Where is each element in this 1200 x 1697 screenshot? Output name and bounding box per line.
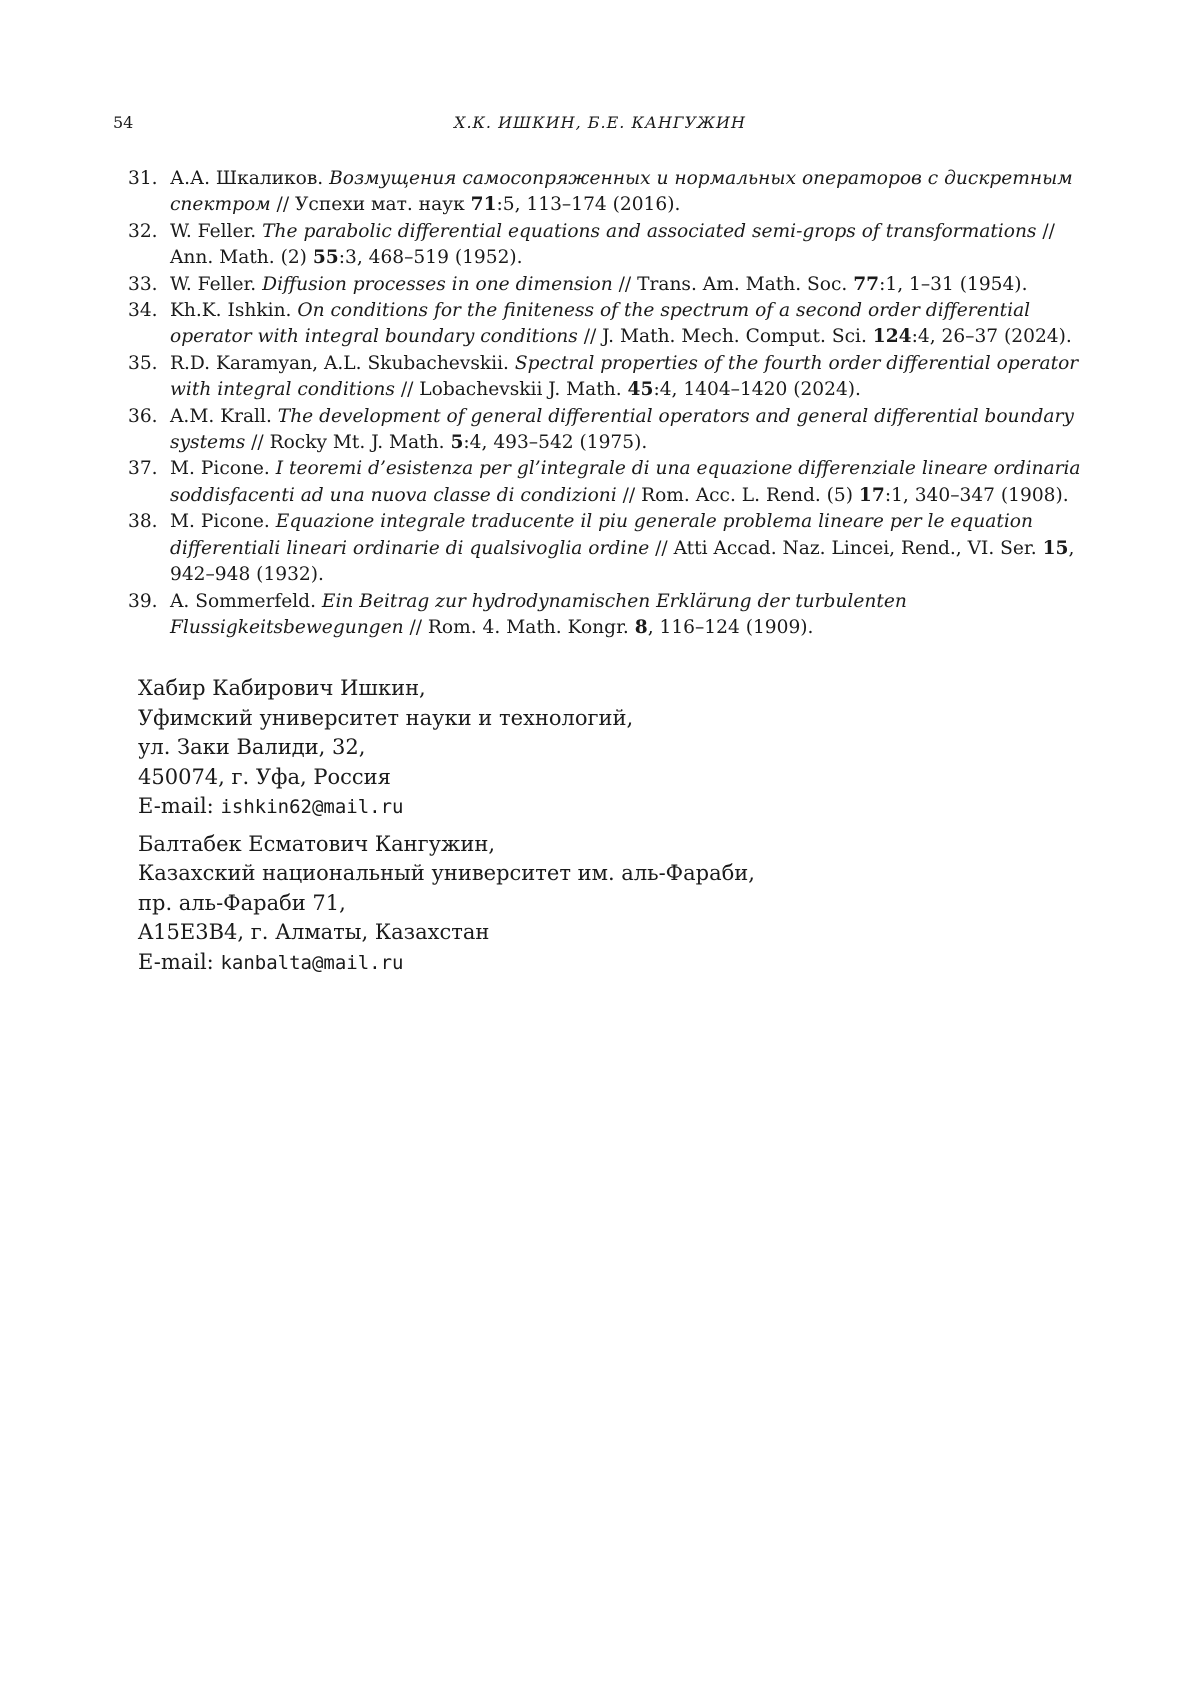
reference-source: // Lobachevskii J. Math. xyxy=(394,379,628,401)
reference-volume: 45 xyxy=(627,379,654,401)
reference-source: // Rom. 4. Math. Kongr. xyxy=(403,616,635,638)
reference-title: I teoremi d’esistenza per gl’integrale di una equazione differenziale lineare ordinaria soddisfacenti ad una nuova classe di condizioni xyxy=(170,458,1081,506)
author-name: Хабир Кабирович Ишкин, xyxy=(138,676,426,700)
author-city: 450074, г. Уфа, Россия xyxy=(138,764,391,789)
reference-authors: А.А. Шкаликов. xyxy=(170,168,324,189)
reference-item xyxy=(128,272,1088,298)
reference-source: // J. Math. Mech. Comput. Sci. xyxy=(577,326,873,348)
reference-pages: :4, 26–37 (2024). xyxy=(911,326,1072,348)
reference-volume: 77 xyxy=(853,273,880,295)
author-email-line xyxy=(138,792,755,823)
email-link[interactable]: kanbalta@mail.ru xyxy=(220,951,404,974)
reference-title: Diffusion processes in one dimension xyxy=(262,273,613,295)
reference-volume: 71 xyxy=(470,194,497,216)
reference-title: The parabolic differential equations and associated semi-grops of transformations xyxy=(262,220,1037,242)
reference-source: // Trans. Am. Math. Soc. xyxy=(612,273,854,295)
author-block xyxy=(138,830,755,979)
email-label: E-mail: xyxy=(138,794,221,818)
reference-pages: :1, 1–31 (1954). xyxy=(879,273,1028,295)
reference-pages: :4, 493–542 (1975). xyxy=(463,432,648,454)
reference-pages: :4, 1404–1420 (2024). xyxy=(653,379,861,401)
author-city: A15E3B4, г. Алматы, Казахстан xyxy=(138,920,490,944)
reference-title: Возмущения самосопряженных и нормальных операторов с дискретным спектром xyxy=(170,168,1073,216)
reference-volume: 124 xyxy=(872,326,912,348)
reference-authors: R.D. Karamyan, A.L. Skubachevskii. xyxy=(170,352,509,374)
reference-volume: 5 xyxy=(450,432,464,454)
author-name: Балтабек Есматович Кангужин, xyxy=(138,831,495,856)
email-label: E-mail: xyxy=(138,949,221,974)
reference-number: 39. xyxy=(128,590,158,612)
reference-title: Equazione integrale traducente il piu generale problema lineare per le equation differentiali lineari ordinarie di qualsivoglia ordine xyxy=(170,511,1033,559)
reference-source: // Rom. Acc. L. Rend. (5) xyxy=(616,484,859,506)
reference-number: 33. xyxy=(128,273,158,295)
page-header xyxy=(113,113,1087,137)
reference-volume: 8 xyxy=(634,616,648,638)
author-email-line xyxy=(138,948,755,979)
email-link[interactable]: ishkin62@mail.ru xyxy=(220,796,404,818)
reference-item xyxy=(128,298,1088,351)
author-affiliation: Казахский национальный университет им. аль-Фараби, xyxy=(138,861,755,885)
reference-authors: M. Picone. xyxy=(170,511,270,533)
reference-authors: A.M. Krall. xyxy=(170,405,272,427)
author-street: пр. аль-Фараби 71, xyxy=(138,890,346,915)
reference-number: 35. xyxy=(128,352,158,374)
reference-pages: , 942–948 (1932). xyxy=(170,537,1075,586)
page-number: 54 xyxy=(113,113,134,132)
reference-authors: A. Sommerfeld. xyxy=(170,590,316,612)
reference-item xyxy=(128,404,1088,457)
reference-number: 36. xyxy=(128,405,158,427)
reference-number: 31. xyxy=(128,168,158,189)
reference-number: 38. xyxy=(128,511,158,533)
reference-authors: W. Feller. xyxy=(170,220,257,242)
reference-list xyxy=(128,166,1088,641)
reference-volume: 55 xyxy=(312,247,339,269)
reference-volume: 17 xyxy=(858,484,885,506)
reference-number: 37. xyxy=(128,458,158,480)
reference-item xyxy=(128,219,1088,272)
reference-source: // Rocky Mt. J. Math. xyxy=(245,432,451,454)
reference-title: Ein Beitrag zur hydrodynamischen Erklärung der turbulenten Flussigkeitsbewegungen xyxy=(170,590,907,638)
reference-authors: M. Picone. xyxy=(170,458,270,480)
reference-title: The development of general differential operators and general differential boundary systems xyxy=(170,405,1074,454)
reference-pages: :1, 340–347 (1908). xyxy=(884,484,1069,506)
reference-number: 32. xyxy=(128,220,158,242)
reference-volume: 15 xyxy=(1042,537,1069,559)
reference-item xyxy=(128,166,1088,219)
reference-authors: W. Feller. xyxy=(170,273,257,295)
reference-source: // Atti Accad. Naz. Lincei, Rend., VI. Ser. xyxy=(649,537,1043,559)
reference-source: // Ann. Math. (2) xyxy=(170,220,1055,269)
reference-item xyxy=(128,589,1088,642)
reference-pages: , 116–124 (1909). xyxy=(647,616,814,638)
author-affiliation: Уфимский университет науки и технологий, xyxy=(138,705,634,730)
reference-item xyxy=(128,456,1088,509)
reference-pages: :5, 113–174 (2016). xyxy=(496,194,681,216)
reference-number: 34. xyxy=(128,300,158,322)
reference-source: // Успехи мат. наук xyxy=(270,194,471,216)
author-street: ул. Заки Валиди, 32, xyxy=(138,735,366,759)
reference-title: On conditions for the finiteness of the spectrum of a second order differential operator with integral boundary conditions xyxy=(170,300,1031,348)
reference-item xyxy=(128,509,1088,588)
reference-item xyxy=(128,351,1088,404)
author-addresses xyxy=(138,674,755,985)
reference-title: Spectral properties of the fourth order differential operator with integral conditions xyxy=(170,352,1079,401)
reference-authors: Kh.K. Ishkin. xyxy=(170,300,292,322)
running-head: Х.К. ИШКИН, Б.Е. КАНГУЖИН xyxy=(454,113,746,132)
reference-pages: :3, 468–519 (1952). xyxy=(338,247,523,269)
author-block xyxy=(138,674,755,823)
